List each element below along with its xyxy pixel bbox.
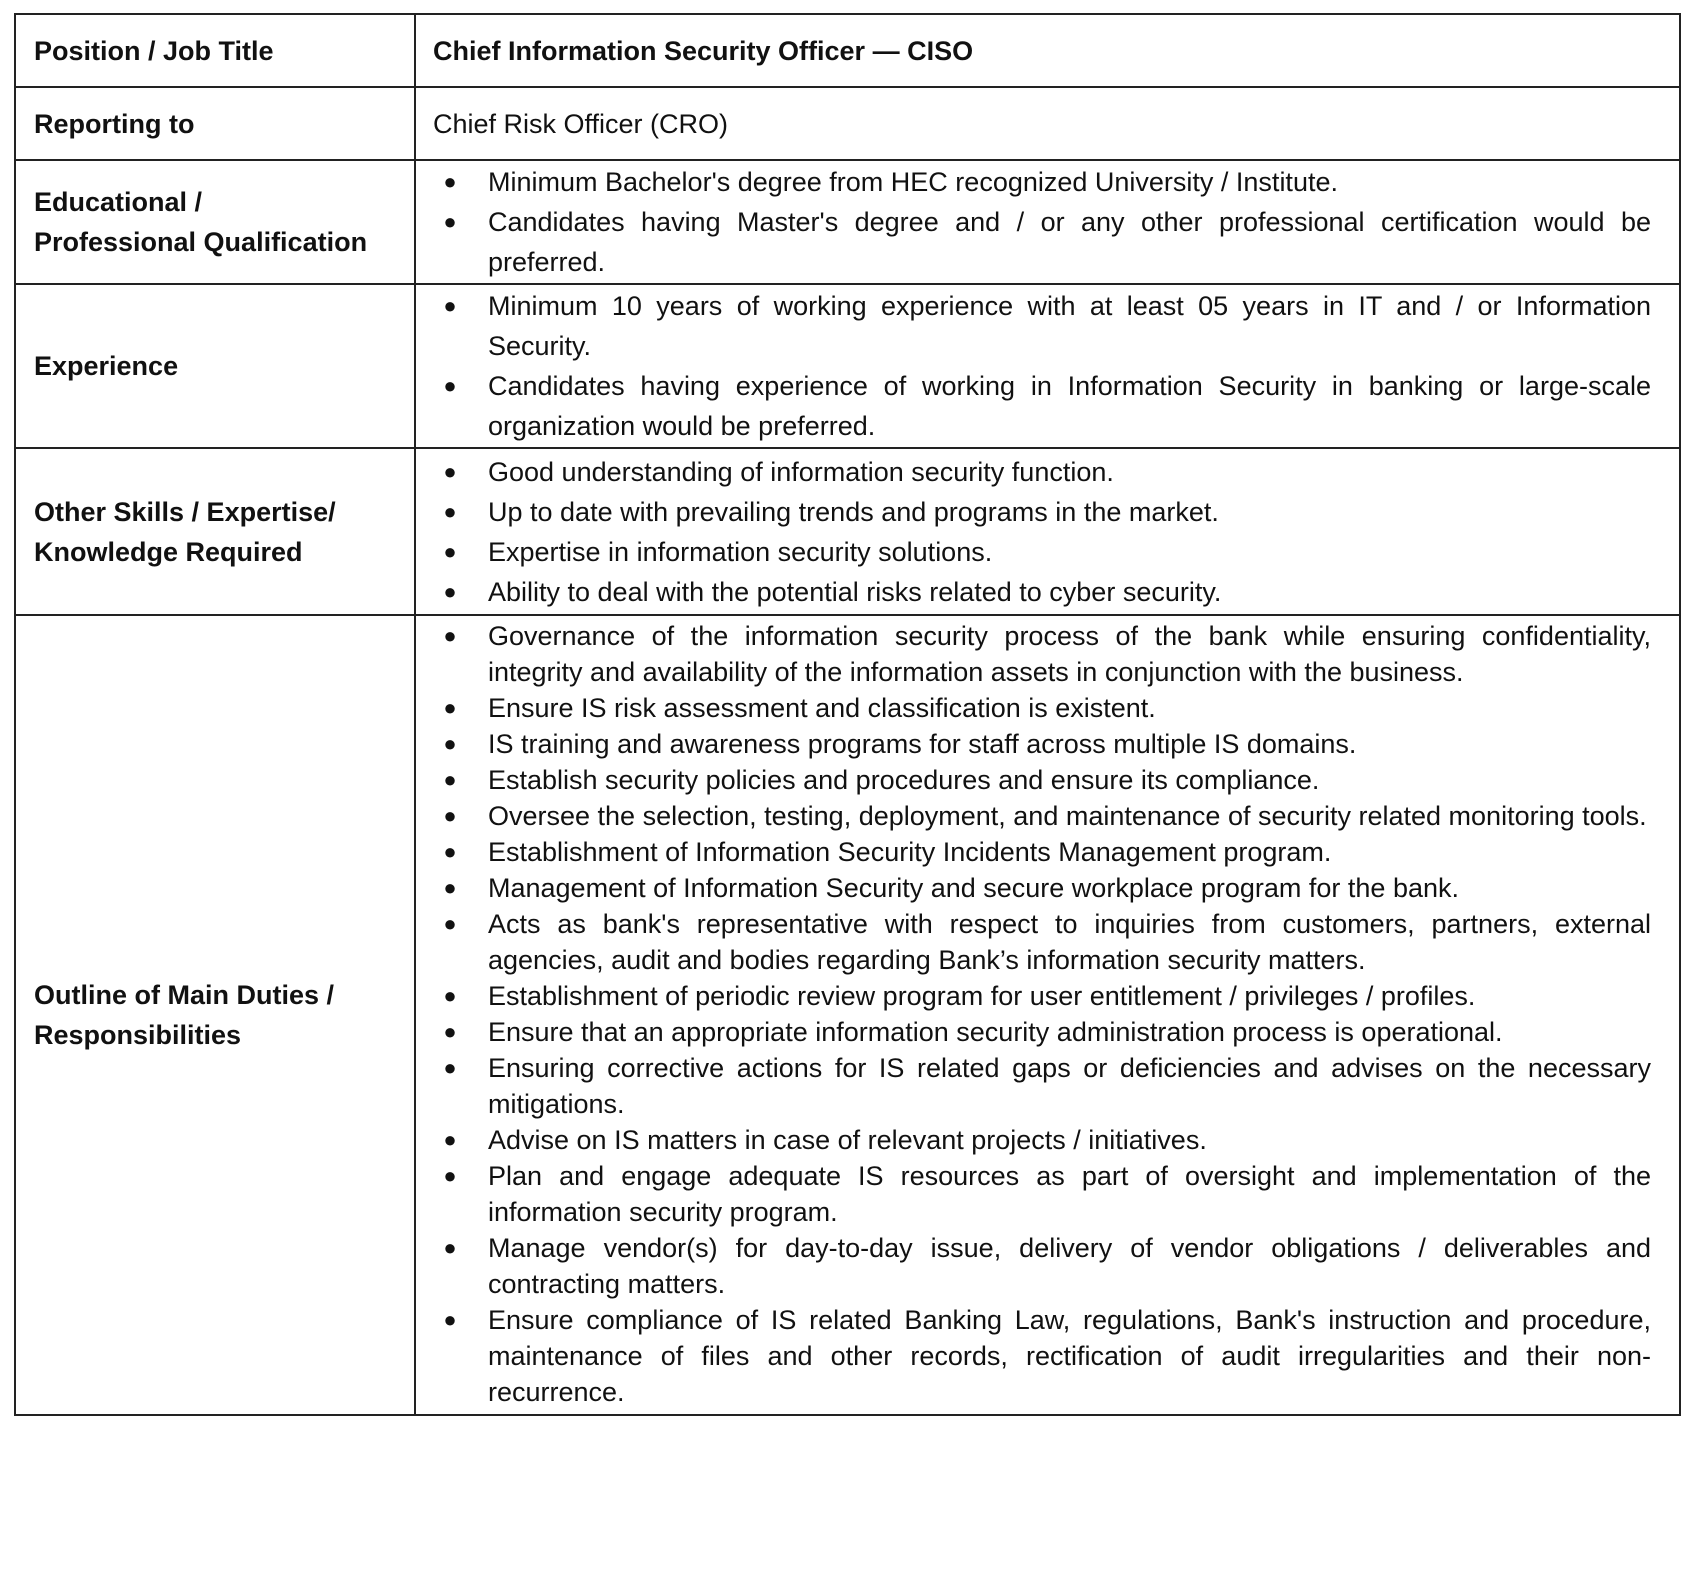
- label-experience: Experience: [15, 284, 415, 448]
- bullet-icon: ●: [443, 209, 457, 234]
- list-item: ● Oversee the selection, testing, deployment, and maintenance of security related monitoring tools.: [416, 798, 1679, 834]
- label-reporting: Reporting to: [15, 87, 415, 160]
- list-item: ● Ability to deal with the potential risks related to cyber security.: [416, 572, 1679, 612]
- row-education: [15, 160, 1680, 284]
- job-description-table: [14, 13, 1681, 1416]
- label-duties-line-2: Responsibilities: [34, 1020, 242, 1050]
- bullet-icon: ●: [443, 803, 457, 828]
- label-position: Position / Job Title: [15, 14, 415, 87]
- list-item: ● Acts as bank's representative with respect to inquiries from customers, partners, external agencies, audit and bodies regarding Bank’s information security matters.: [416, 906, 1679, 978]
- list-item: ● Candidates having experience of working in Information Security in banking or large-scale organization would be preferred.: [416, 366, 1679, 446]
- row-position: [15, 14, 1680, 87]
- bullet-icon: ●: [443, 767, 457, 792]
- list-item: ● Minimum 10 years of working experience with at least 05 years in IT and / or Information Security.: [416, 286, 1679, 366]
- label-education-line-1: Educational /: [34, 187, 203, 217]
- row-reporting: [15, 87, 1680, 160]
- bullet-icon: ●: [443, 1019, 457, 1044]
- list-item: ● Ensure that an appropriate information security administration process is operational.: [416, 1014, 1679, 1050]
- label-skills-line-1: Other Skills / Expertise/: [34, 496, 336, 527]
- bullet-icon: ●: [443, 578, 457, 604]
- list-item: ● Candidates having Master's degree and / or any other professional certification would be preferred.: [416, 202, 1679, 282]
- bullet-icon: ●: [443, 983, 457, 1008]
- list-item: ● Good understanding of information security function.: [416, 452, 1679, 492]
- value-reporting: Chief Risk Officer (CRO): [415, 87, 1680, 160]
- label-skills-line-2: Knowledge Required: [34, 536, 303, 567]
- bullet-icon: ●: [443, 731, 457, 756]
- value-skills: [415, 448, 1680, 615]
- list-item: ● Management of Information Security and secure workplace program for the bank.: [416, 870, 1679, 906]
- label-duties-line-1: Outline of Main Duties /: [34, 980, 335, 1010]
- education-list: [416, 162, 1679, 282]
- duties-list: [416, 618, 1679, 1410]
- bullet-icon: ●: [443, 293, 457, 318]
- label-education: [15, 160, 415, 284]
- list-item: ● Ensuring corrective actions for IS related gaps or deficiencies and advises on the necessary mitigations.: [416, 1050, 1679, 1122]
- bullet-icon: ●: [443, 1307, 457, 1332]
- bullet-icon: ●: [443, 623, 457, 648]
- list-item: ● IS training and awareness programs for staff across multiple IS domains.: [416, 726, 1679, 762]
- bullet-icon: ●: [443, 1055, 457, 1080]
- bullet-icon: ●: [443, 911, 457, 936]
- list-item: ● Up to date with prevailing trends and programs in the market.: [416, 492, 1679, 532]
- label-education-line-2: Professional Qualification: [34, 227, 368, 257]
- list-item: ● Manage vendor(s) for day-to-day issue, delivery of vendor obligations / deliverables and contracting matters.: [416, 1230, 1679, 1302]
- value-duties: [415, 615, 1680, 1415]
- list-item: ● Minimum Bachelor's degree from HEC recognized University / Institute.: [416, 162, 1679, 202]
- bullet-icon: ●: [443, 1127, 457, 1152]
- list-item: ● Advise on IS matters in case of relevant projects / initiatives.: [416, 1122, 1679, 1158]
- list-item: ● Governance of the information security process of the bank while ensuring confidentiality, integrity and availability of the information assets in conjunction with the business.: [416, 618, 1679, 690]
- bullet-icon: ●: [443, 1163, 457, 1188]
- row-experience: [15, 284, 1680, 448]
- list-item: ● Ensure compliance of IS related Banking Law, regulations, Bank's instruction and procedure, maintenance of files and other records, rectification of audit irregularities and their non-recurrence.: [416, 1302, 1679, 1410]
- skills-list: [416, 452, 1679, 612]
- bullet-icon: ●: [443, 538, 457, 564]
- row-duties: [15, 615, 1680, 1415]
- bullet-icon: ●: [443, 875, 457, 900]
- value-position: Chief Information Security Officer — CISO: [415, 14, 1680, 87]
- value-education: [415, 160, 1680, 284]
- bullet-icon: ●: [443, 839, 457, 864]
- row-skills: [15, 448, 1680, 615]
- label-duties: [15, 615, 415, 1415]
- bullet-icon: ●: [443, 695, 457, 720]
- bullet-icon: ●: [443, 373, 457, 398]
- list-item: ● Establish security policies and procedures and ensure its compliance.: [416, 762, 1679, 798]
- label-skills: [15, 448, 415, 615]
- bullet-icon: ●: [443, 169, 457, 194]
- bullet-icon: ●: [443, 458, 457, 484]
- list-item: ● Expertise in information security solutions.: [416, 532, 1679, 572]
- value-experience: [415, 284, 1680, 448]
- list-item: ● Establishment of periodic review program for user entitlement / privileges / profiles.: [416, 978, 1679, 1014]
- bullet-icon: ●: [443, 1235, 457, 1260]
- list-item: ● Ensure IS risk assessment and classification is existent.: [416, 690, 1679, 726]
- list-item: ● Establishment of Information Security Incidents Management program.: [416, 834, 1679, 870]
- list-item: ● Plan and engage adequate IS resources as part of oversight and implementation of the information security program.: [416, 1158, 1679, 1230]
- experience-list: [416, 286, 1679, 446]
- bullet-icon: ●: [443, 498, 457, 524]
